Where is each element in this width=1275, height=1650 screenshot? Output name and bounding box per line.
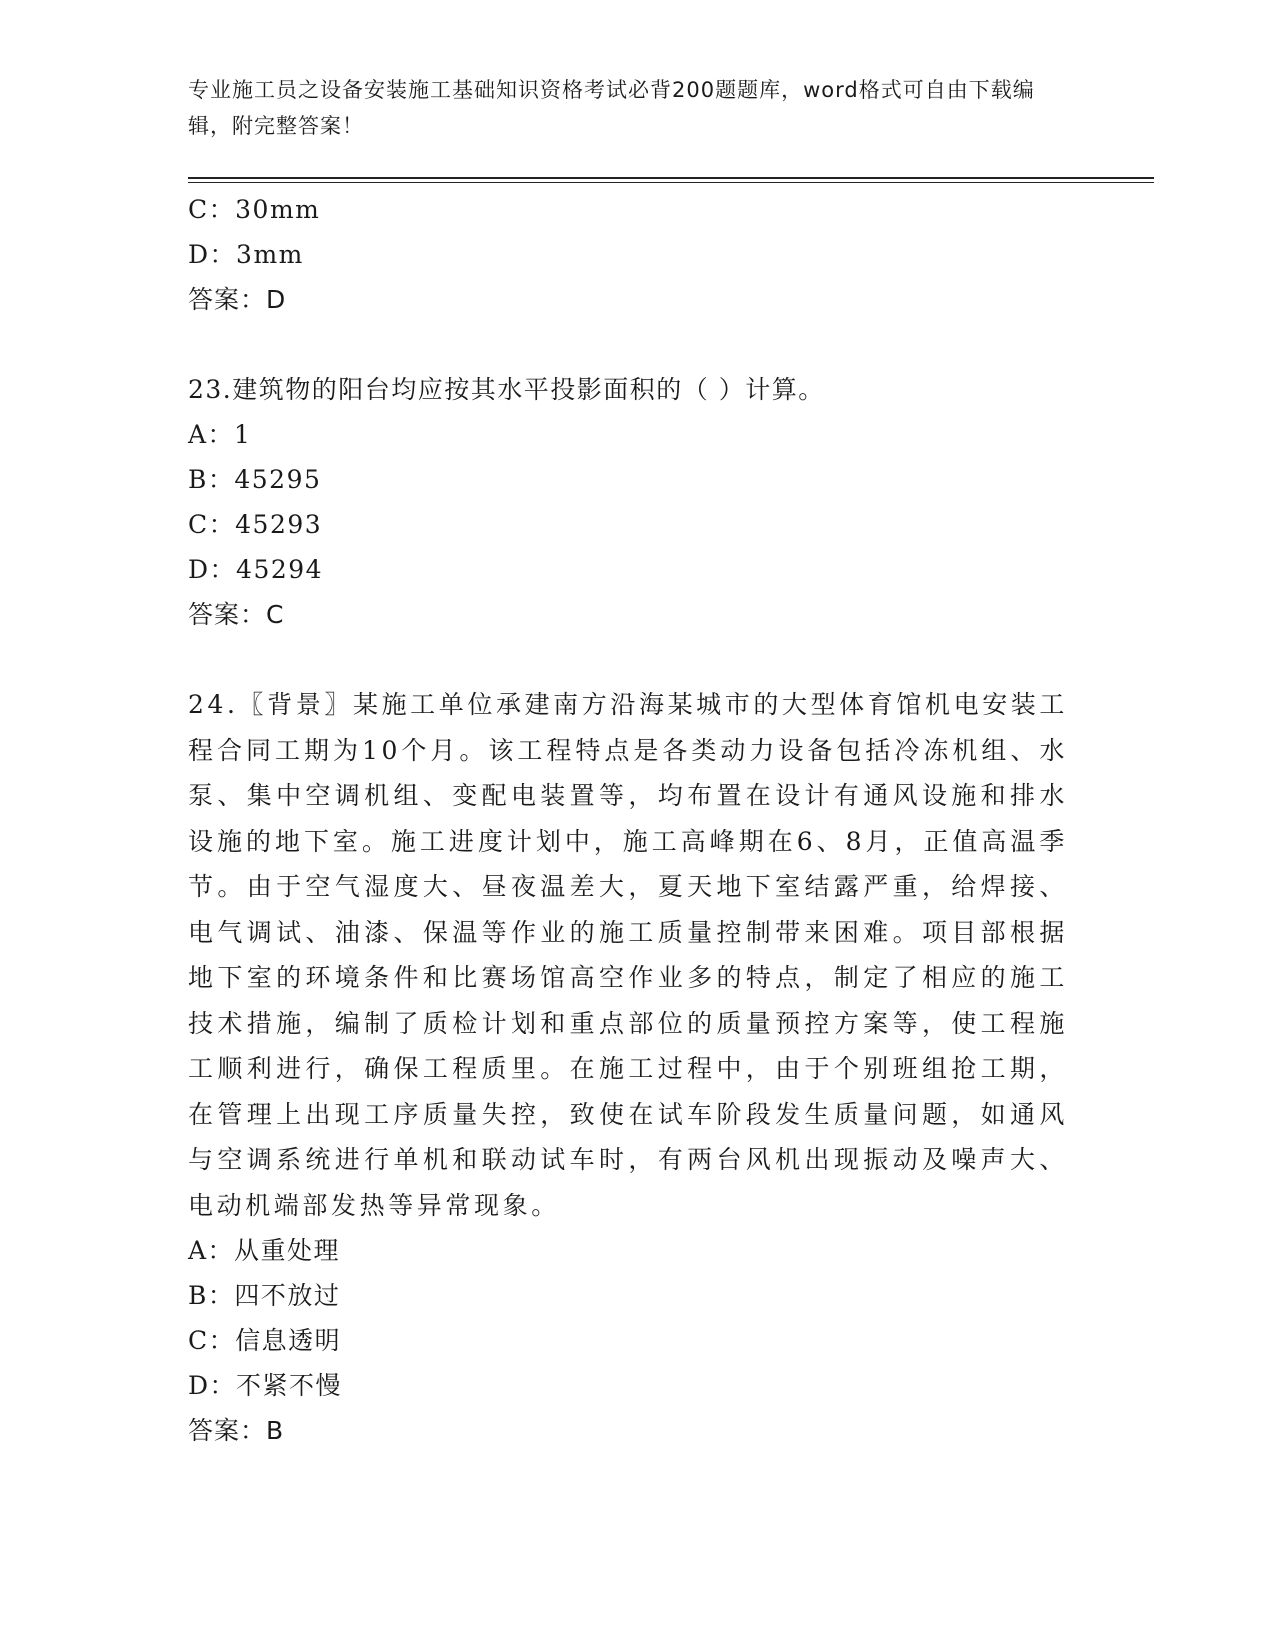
q22-option-d: D：3mm	[188, 240, 304, 269]
header-divider-thick	[188, 177, 1154, 179]
header-divider-thin	[188, 182, 1154, 183]
q23-answer: 答案：C	[188, 600, 285, 629]
q24-option-d: D：不紧不慢	[188, 1371, 343, 1400]
q22-answer: 答案：D	[188, 285, 287, 314]
q22-option-c: C：30mm	[188, 195, 321, 224]
q24-answer: 答案：B	[188, 1416, 285, 1445]
q23-stem: 23.建筑物的阳台均应按其水平投影面积的（ ）计算。	[188, 375, 825, 404]
q24-option-b: B：四不放过	[188, 1281, 341, 1310]
q23-option-c: C：45293	[188, 510, 323, 539]
q24-option-a: A：从重处理	[188, 1236, 341, 1265]
q24-option-c: C：信息透明	[188, 1326, 342, 1355]
q23-option-b: B：45295	[188, 465, 322, 494]
q23-option-a: A：1	[188, 420, 252, 449]
q23-option-d: D：45294	[188, 555, 324, 584]
page-header-title: 专业施工员之设备安装施工基础知识资格考试必背200题题库，word格式可自由下载编辑，附完整答案！	[188, 78, 1035, 138]
q24-stem: 24.〖背景〗某施工单位承建南方沿海某城市的大型体育馆机电安装工程合同工期为10个月。该工程特点是各类动力设备包括冷冻机组、水泵、集中空调机组、变配电装置等，均布置在设计有通风设施和排水设施的地下室。施工进度计划中，施工高峰期在6、8月，正值高温季节。由于空气湿度大、昼夜温差大，夏天地下室结露严重，给焊接、电气调试、油漆、保温等作业的施工质量控制带来困难。项目部根据地下室的环境条件和比赛场馆高空作业多的特点，制定了相应的施工技术措施，编制了质检计划和重点部位的质量预控方案等，使工程施工顺利进行，确保工程质里。在施工过程中，由于个别班组抢工期，在管理上出现工序质量失控，致使在试车阶段发生质量问题，如通风与空调系统进行单机和联动试车时，有两台风机出现振动及噪声大、电动机端部发热等异常现象。	[188, 690, 1068, 1220]
